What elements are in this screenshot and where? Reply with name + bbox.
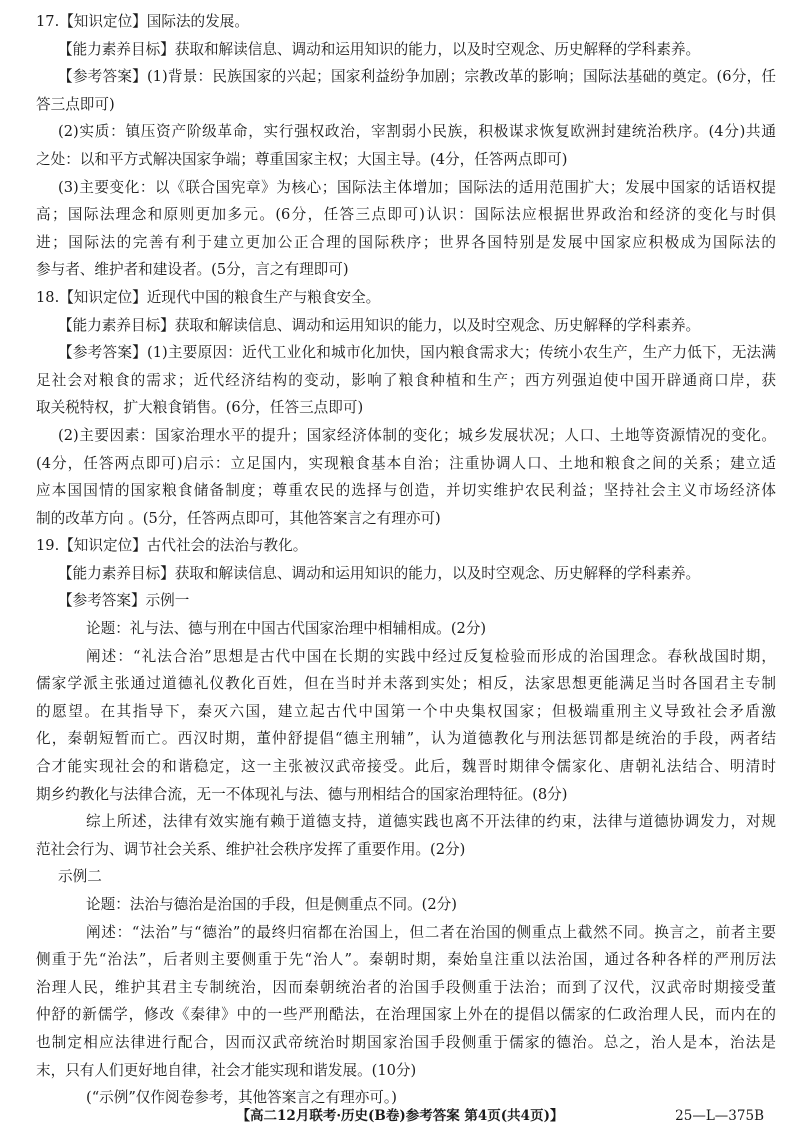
- example-2-line: 也制定相应法律进行配合，因而汉武帝统治时期国家治国手段侧重于儒家的德治。总之，治人是本，治法是: [36, 1033, 776, 1051]
- footer-code: 25—L—375B: [675, 1108, 764, 1124]
- example-2-line: 阐述：“法治”与“德治”的最终归宿都在治国上，但二者在治国的侧重点上截然不同。换言之，前者主要: [86, 923, 776, 941]
- example-2-line: 末，只有人们更好地自律，社会才能实现和谐发展。(10分): [36, 1061, 417, 1079]
- example-1-line: 阐述：“礼法合治”思想是古代中国在长期的实践中经过反复检验而形成的治国理念。春秋战国时期，: [86, 647, 776, 665]
- answer-key-page: [36, 8, 776, 1112]
- answer-17-line: 进；国际法的完善有利于建立更加公正合理的国际秩序；世界各国特别是发展中国家应积极成为国际法的: [36, 233, 776, 251]
- example-2-thesis: 论题：法治与德治是治国的手段，但是侧重点不同。(2分): [86, 896, 457, 913]
- ability-goal-18: 【能力素养目标】获取和解读信息、调动和运用知识的能力，以及时空观念、历史解释的学科素养。: [58, 316, 701, 334]
- question-18-heading: 18.【知识定位】近现代中国的粮食生产与粮食安全。: [36, 288, 381, 306]
- footer-title: 【高二12月联考·历史(B卷)参考答案 第4页(共4页)】: [236, 1108, 564, 1124]
- example-1-line: 期乡约教化与法律合流，无一不体现礼与法、德与刑相结合的国家治理特征。(8分): [36, 785, 568, 803]
- question-17-heading: 17.【知识定位】国际法的发展。: [36, 13, 249, 30]
- example-1-line: 合才能实现社会的和谐稳定，这一主张被汉武帝接受。此后，魏晋时期律令儒家化、唐朝礼法结合、明清时: [36, 758, 776, 776]
- example-1-line: 化，秦朝短暂而亡。西汉时期，董仲舒提倡“德主刑辅”，认为道德教化与刑法惩罚都是统治的手段，两者结: [36, 730, 776, 748]
- answer-18-line: 足社会对粮食的需求；近代经济结构的变动，影响了粮食种植和生产；西方列强迫使中国开辟通商口岸，获: [36, 371, 776, 389]
- answer-18-line: (4分，任答两点即可)启示：立足国内，实现粮食基本自治；注重协调人口、土地和粮食之间的关系；建立适: [36, 454, 776, 472]
- example-1-conclusion: 综上所述，法律有效实施有赖于道德支持，道德实践也离不开法律的约束，法律与道德协调发力，对规: [86, 813, 776, 831]
- answer-18-line: 制的改革方向 。(5分，任答两点即可，其他答案言之有理亦可): [36, 509, 441, 527]
- answer-17-line: (3)主要变化：以《联合国宪章》为核心；国际法主体增加；国际法的适用范围扩大；发展中国家的话语权提: [58, 178, 776, 196]
- example-2-line: 侧重于先“治法”，后者则主要侧重于先“治人”。秦朝时期，秦始皇注重以法治国，通过各种各样的严刑厉法: [36, 951, 776, 969]
- answer-17-line: (2)实质：镇压资产阶级革命，实行强权政治，宰割弱小民族，积极谋求恢复欧洲封建统治秩序。(4分)共通: [58, 123, 776, 141]
- example-1-line: 儒家学派主张通过道德礼仪教化百姓，但在当时并未落到实处；相反，法家思想更能满足当时各国君主专制: [36, 675, 776, 693]
- answer-17-line: 答三点即可): [36, 95, 115, 113]
- example-2-line: 仲舒的新儒学，修改《秦律》中的一些严刑酷法，在治理国家上外在的提倡以儒家的仁政治理人民，而内在的: [36, 1006, 776, 1024]
- example-1-heading: 【参考答案】示例一: [58, 592, 190, 610]
- answer-18-line: 【参考答案】(1)主要原因：近代工业化和城市化加快，国内粮食需求大；传统小农生产，生产力低下，无法满: [58, 344, 776, 362]
- question-19-heading: 19.【知识定位】古代社会的法治与教化。: [36, 537, 308, 555]
- example-1-line: 的愿望。在其指导下，秦灭六国，建立起古代中国第一个中央集权国家；但极端重刑主义导致社会矛盾激: [36, 702, 776, 720]
- example-note: (“示例”仅作阅卷参考，其他答案言之有理亦可。): [86, 1089, 397, 1107]
- ability-goal-19: 【能力素养目标】获取和解读信息、调动和运用知识的能力，以及时空观念、历史解释的学科素养。: [58, 564, 701, 582]
- answer-17-line: 参与者、维护者和建设者。(5分，言之有理即可): [36, 261, 349, 279]
- example-1-conclusion: 范社会行为、调节社会关系、维护社会秩序发挥了重要作用。(2分): [36, 840, 466, 858]
- answer-18-line: (2)主要因素：国家治理水平的提升；国家经济体制的变化；城乡发展状况；人口、土地等资源情况的变化。: [58, 426, 776, 444]
- page-footer: [0, 1104, 800, 1128]
- example-2-heading: 示例二: [58, 868, 102, 886]
- example-1-thesis: 论题：礼与法、德与刑在中国古代国家治理中相辅相成。(2分): [86, 620, 487, 638]
- answer-17-line: 【参考答案】(1)背景：民族国家的兴起；国家利益纷争加剧；宗教改革的影响；国际法基础的奠定。(6分，任: [58, 68, 776, 86]
- answer-17-line: 之处：以和平方式解决国家争端；尊重国家主权；大国主导。(4分，任答两点即可): [36, 150, 568, 168]
- answer-18-line: 应本国国情的国家粮食储备制度；尊重农民的选择与创造，并切实维护农民利益；坚持社会主义市场经济体: [36, 482, 776, 500]
- answer-18-line: 取关税特权，扩大粮食销售。(6分，任答三点即可): [36, 399, 364, 417]
- ability-goal-17: 【能力素养目标】获取和解读信息、调动和运用知识的能力，以及时空观念、历史解释的学科素养。: [58, 40, 701, 58]
- example-2-line: 治理人民，维护其君主专制统治，因而秦朝统治者的治国手段侧重于法治；而到了汉代，汉武帝时期接受董: [36, 978, 776, 996]
- answer-17-line: 高；国际法理念和原则更加多元。(6分，任答三点即可)认识：国际法应根据世界政治和经济的变化与时俱: [36, 206, 776, 224]
